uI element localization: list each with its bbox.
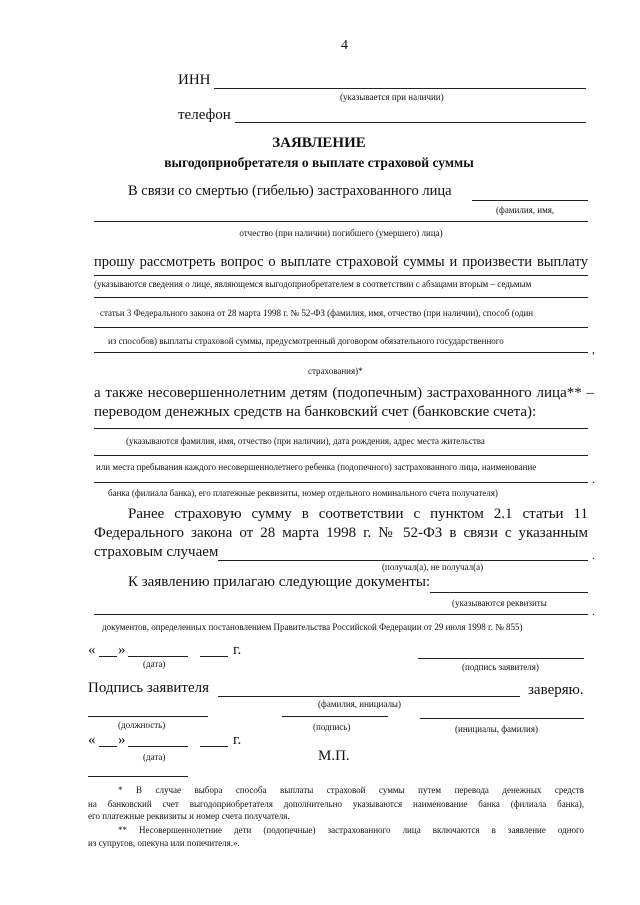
witness-name-hint: (фамилия, инициалы) xyxy=(318,699,401,709)
phone-input-line[interactable] xyxy=(235,122,586,123)
document-subtitle: выгодоприобретателя о выплате страховой суммы xyxy=(164,155,474,170)
beneficiary-line-2[interactable] xyxy=(94,297,588,298)
beneficiary-line-3[interactable] xyxy=(94,327,588,328)
date2-close-quote: » xyxy=(118,732,126,748)
inn-label: ИНН xyxy=(178,72,211,88)
witness-name-line[interactable] xyxy=(218,696,520,697)
document-title: ЗАЯВЛЕНИЕ xyxy=(272,135,366,151)
date2-month-line[interactable] xyxy=(128,746,188,747)
previous-dot: . xyxy=(592,548,595,562)
attach-docs-line-2[interactable] xyxy=(94,614,588,615)
minors-info-line-2[interactable] xyxy=(94,455,588,456)
previous-line-3: страховым случаем xyxy=(94,544,219,560)
deceased-name-line-2[interactable] xyxy=(94,221,588,222)
deceased-name-line[interactable] xyxy=(472,200,588,201)
applicant-signature-line[interactable] xyxy=(418,658,584,659)
date2-hint: (дата) xyxy=(143,752,166,762)
minors-info-line-1[interactable] xyxy=(94,428,588,429)
position-line[interactable] xyxy=(88,716,208,717)
inn-hint: (указывается при наличии) xyxy=(340,92,444,102)
request-hint-3: из способов) выплаты страховой суммы, предусмотренный договором обязательного государственного xyxy=(108,336,504,346)
witness-signature-line[interactable] xyxy=(282,716,388,717)
footnote-separator xyxy=(88,776,188,777)
request-comma: , xyxy=(592,342,595,356)
footnote-2-line-1: ** Несовершеннолетние дети (подопечные) застрахованного лица включаются в заявление одного xyxy=(118,825,584,835)
witness-label: Подпись заявителя xyxy=(88,680,210,696)
date1-month-line[interactable] xyxy=(128,656,188,657)
request-hint-1: (указываются сведения о лице, являющемся выгодоприобретателем в соответствии с абзацами вторым – седьмым xyxy=(94,279,532,289)
date2-year-line[interactable] xyxy=(200,746,228,747)
previous-line-1: Ранее страховую сумму в соответствии с пунктом 2.1 статьи 11 xyxy=(128,506,588,522)
date1-hint: (дата) xyxy=(143,659,166,669)
minors-dot: . xyxy=(592,472,595,486)
previous-hint: (получал(а), не получал(а) xyxy=(382,562,484,572)
minors-hint-3: банка (филиала банка), его платежные реквизиты, номер отдельного номинального счета получателя) xyxy=(108,488,498,498)
footnote-1-line-3: его платежные реквизиты и номер счета получателя. xyxy=(88,811,290,821)
page-number: 4 xyxy=(341,38,348,53)
witness-signature-hint: (подпись) xyxy=(313,722,351,732)
footnote-1-line-1: * В случае выбора способа выплаты страховой суммы путем перевода денежных средств xyxy=(118,785,584,795)
footnote-1-line-2: на банковский счет выгодоприобретателя дополнительно указываются наименование банка (филиала банка), xyxy=(88,799,584,809)
death-hint-1: (фамилия, имя, xyxy=(496,205,555,215)
minors-hint-2: или места пребывания каждого несовершеннолетнего ребенка (подопечного) застрахованного лица, наименование xyxy=(96,462,537,472)
position-hint: (должность) xyxy=(118,720,166,730)
witness-initials-line[interactable] xyxy=(420,718,584,719)
date1-open-quote: « xyxy=(88,642,96,658)
footnote-2-line-2: из супругов, опекуна или попечителя.». xyxy=(88,838,240,848)
request-hint-4: страхования)* xyxy=(308,366,363,376)
minors-line-2: переводом денежных средств на банковский счет (банковские счета): xyxy=(94,404,537,420)
minors-info-line-3[interactable] xyxy=(94,482,588,483)
date2-open-quote: « xyxy=(88,732,96,748)
beneficiary-line-4[interactable] xyxy=(94,352,588,353)
date1-year-suffix: г. xyxy=(233,642,242,658)
witness-confirm: заверяю. xyxy=(528,682,584,698)
stamp-label: М.П. xyxy=(318,748,350,764)
minors-line-1: а также несовершеннолетним детям (подопечным) застрахованного лица** – xyxy=(94,385,594,401)
previous-status-line[interactable] xyxy=(218,560,588,561)
death-hint-2: отчество (при наличии) погибшего (умершего) лица) xyxy=(239,228,443,238)
beneficiary-line-1[interactable] xyxy=(94,275,588,276)
date2-year-suffix: г. xyxy=(233,732,242,748)
date1-close-quote: » xyxy=(118,642,126,658)
previous-line-2: Федерального закона от 28 марта 1998 г. № 52-ФЗ в связи с указанным xyxy=(94,525,588,541)
applicant-signature-hint: (подпись заявителя) xyxy=(462,662,539,672)
date1-day-line[interactable] xyxy=(99,656,117,657)
minors-hint-1: (указываются фамилия, имя, отчество (при наличии), дата рождения, адрес места жительства xyxy=(126,436,485,446)
date1-year-line[interactable] xyxy=(200,656,228,657)
attach-hint-2: документов, определенных постановлением Правительства Российской Федерации от 29 июля 1998 г. № 855) xyxy=(102,622,523,632)
death-text: В связи со смертью (гибелью) застрахованного лица xyxy=(128,183,452,199)
attach-docs-line-1[interactable] xyxy=(430,592,588,593)
inn-input-line[interactable] xyxy=(214,88,586,89)
witness-initials-hint: (инициалы, фамилия) xyxy=(455,724,538,734)
attach-hint-1: (указываются реквизиты xyxy=(452,598,547,608)
attach-text: К заявлению прилагаю следующие документы: xyxy=(128,574,431,590)
date2-day-line[interactable] xyxy=(99,746,117,747)
attach-dot: . xyxy=(592,604,595,618)
request-hint-2: статьи 3 Федерального закона от 28 марта 1998 г. № 52-ФЗ (фамилия, имя, отчество (при наличии), способ (один xyxy=(100,308,534,318)
request-text: прошу рассмотреть вопрос о выплате страховой суммы и произвести выплату xyxy=(94,254,588,270)
phone-label: телефон xyxy=(178,107,231,123)
